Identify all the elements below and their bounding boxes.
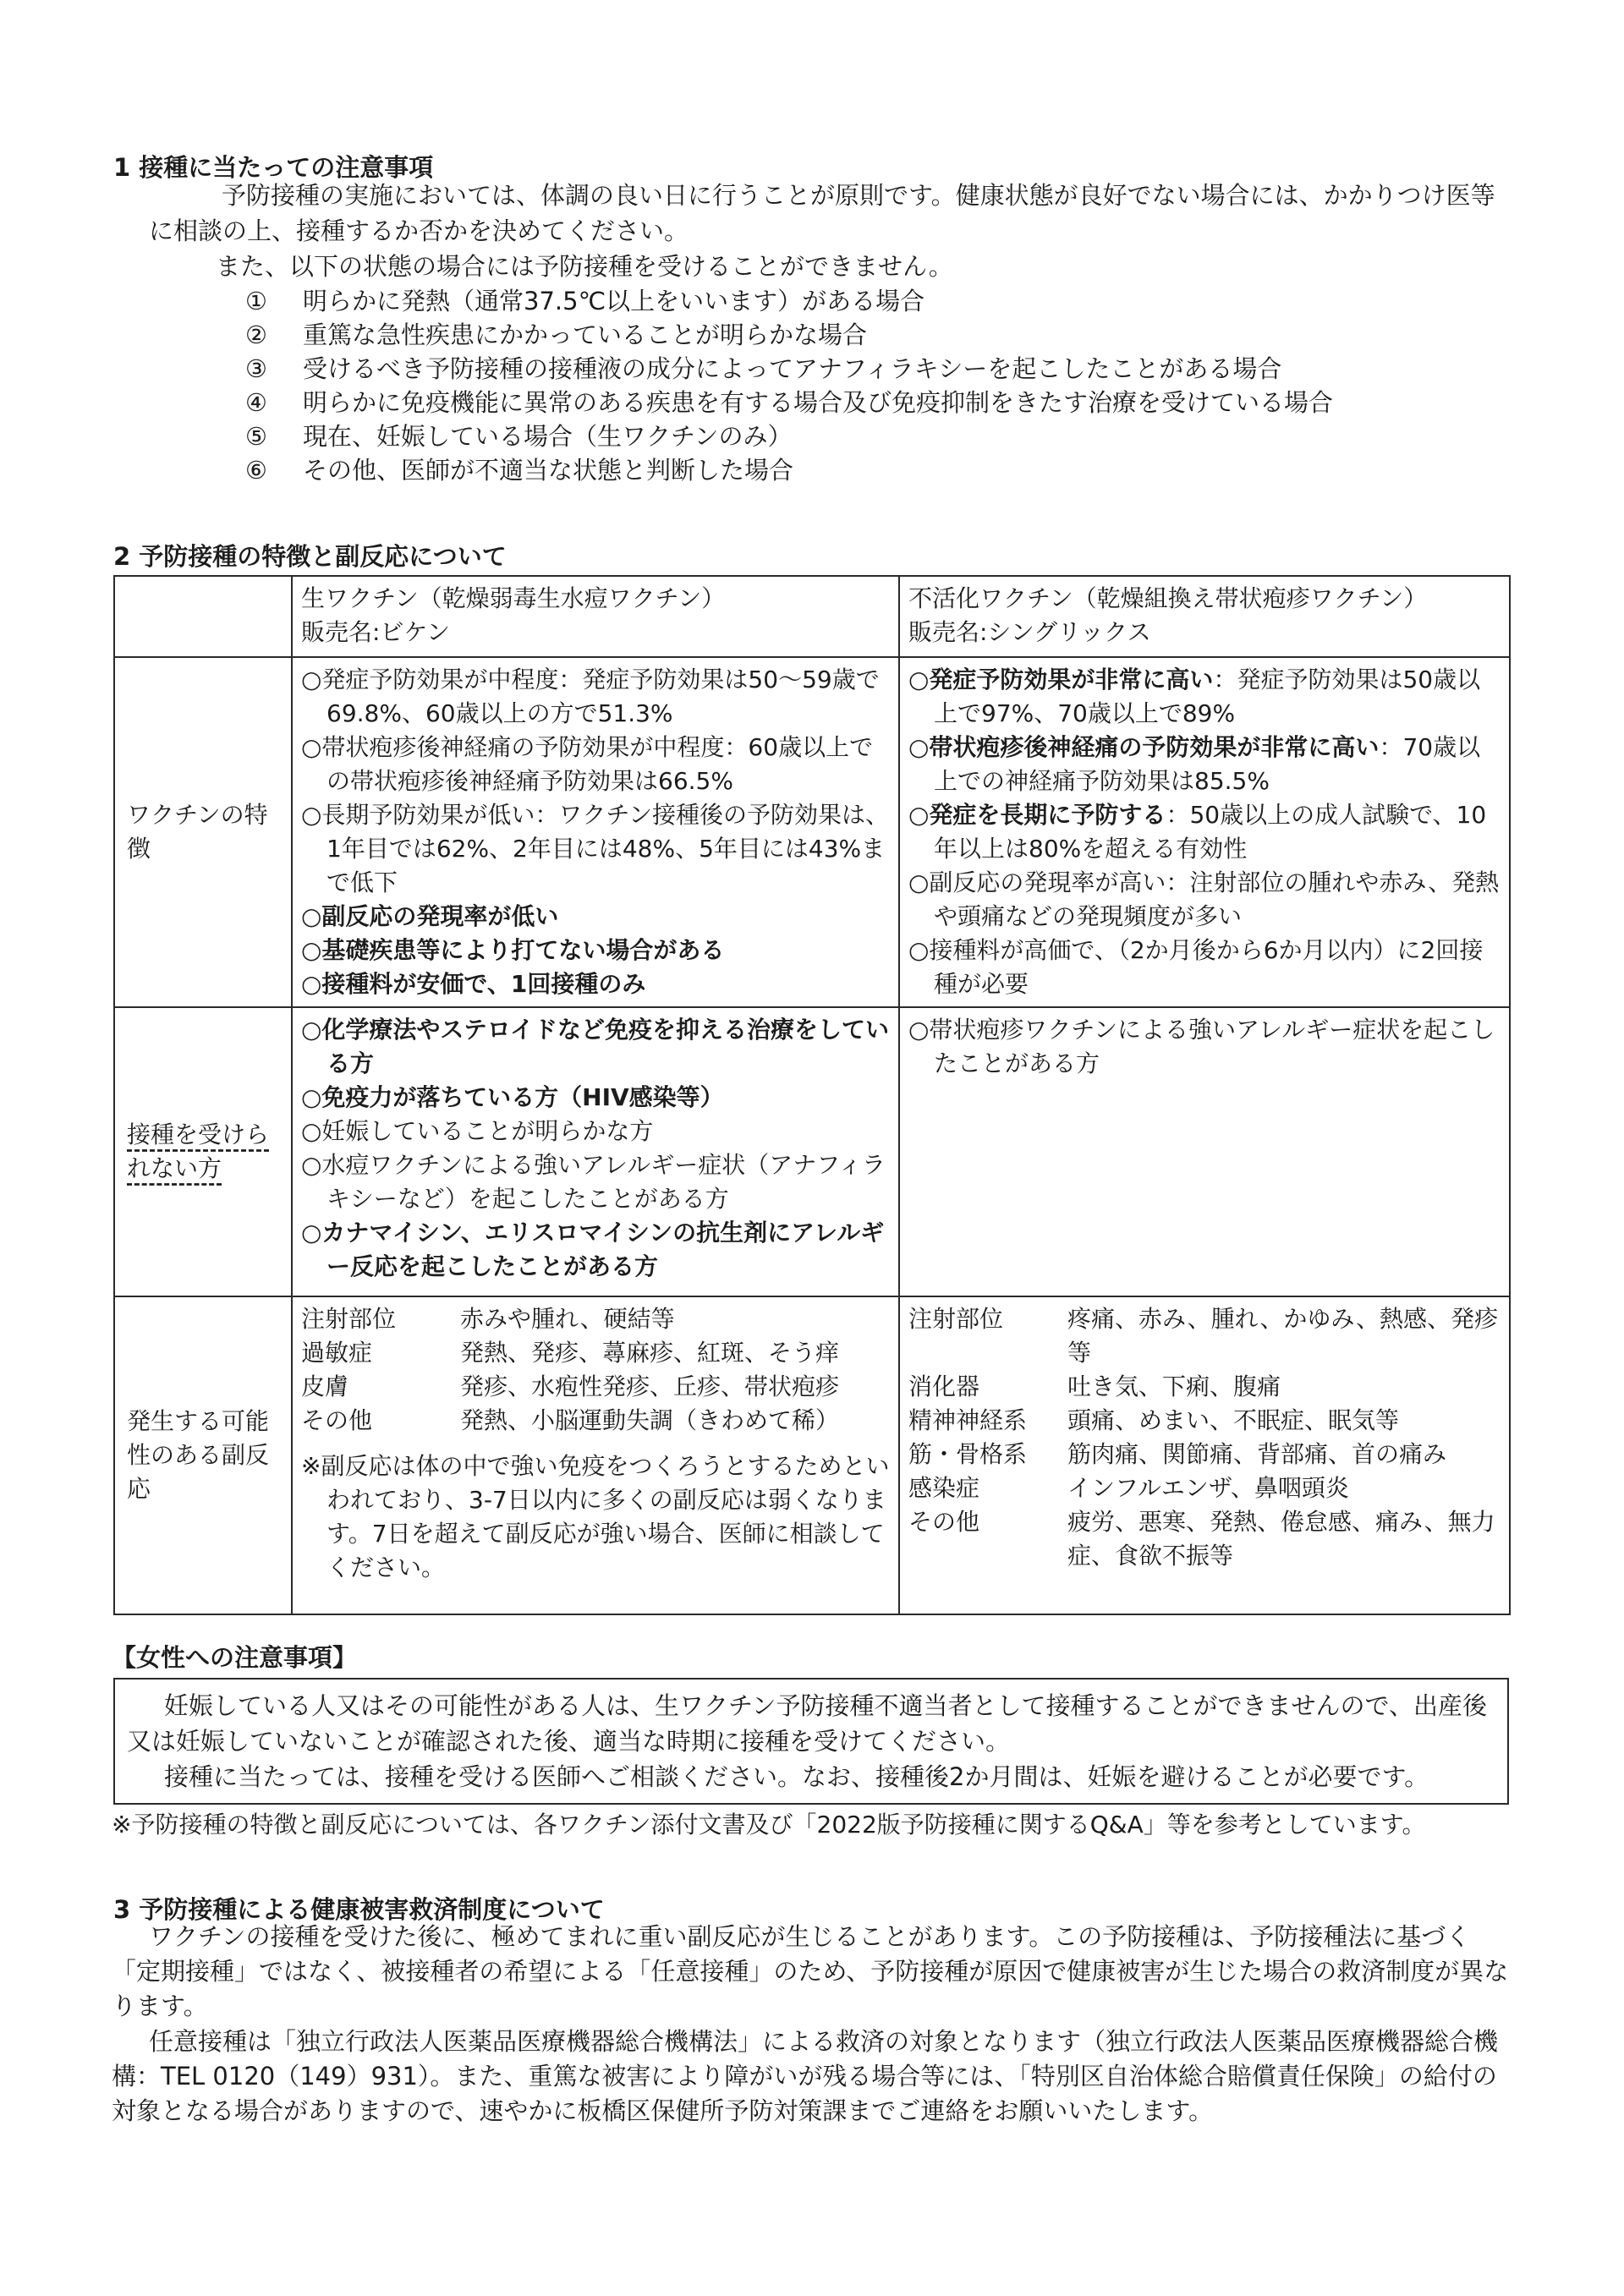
side-effect-row: 過敏症 発熱、発疹、蕁麻疹、紅斑、そう痒 [301,1339,840,1367]
live-side-effects-cell [292,1296,899,1614]
side-effect-row: 皮膚 発疹、水疱性発疹、丘疹、帯状疱疹 [301,1373,840,1400]
conditions-list [245,284,1333,487]
women-notice-box [113,1678,1509,1805]
list-item: ○基礎疾患等により打てない場合がある [301,936,725,964]
reference-footnote: ※予防接種の特徴と副反応については、各ワクチン添付文書及び「2022版予防接種に関するQ&A」等を参考としています。 [112,1811,1426,1838]
table-row-side-effects [114,1296,1510,1614]
header-inactivated-vaccine [899,576,1510,657]
section3-paragraph2: 任意接種は「独立行政法人医薬品医療機器総合機構法」による救済の対象となります（独立行政法人医薬品医療機器総合機構：TEL 0120（149）931）。また、重篤な被害により障がいが残る場合等には、「特別区自治体総合賠償責任保険」の給付の対象となる場合がありますので、速やかに板橋区保健所予防対策課までご連絡をお願いいたします。 [112,2027,1499,2125]
side-effect-row: 消化器 吐き気、下痢、腹痛 [908,1373,1281,1400]
list-item: ○化学療法やステロイドなど免疫を抑える治療をしている方 [301,1016,890,1077]
row-header-side-effects: 発生する可能性のある副反応 [114,1296,292,1614]
women-notice-title: 【女性への注意事項】 [112,1643,358,1672]
inactivated-vaccine-name: 不活化ワクチン（乾燥組換え帯状疱疹ワクチン） [908,584,1428,612]
side-effect-row: 注射部位 赤みや腫れ、硬結等 [301,1305,675,1333]
inactivated-side-effects-cell [899,1296,1510,1614]
side-effect-row: その他 疲労、悪寒、発熱、倦怠感、痛み、無力症、食欲不振等 [908,1508,1495,1570]
list-item: ○接種料が高価で、（2か月後から6か月以内）に2回接種が必要 [908,936,1484,998]
live-features-cell [292,657,899,1007]
side-effect-row: 注射部位 疼痛、赤み、腫れ、かゆみ、熱感、発疹等 [908,1305,1499,1367]
women-notice-paragraph2: 接種に当たっては、接種を受ける医師へご相談ください。なお、接種後2か月間は、妊娠を避けることが必要です。 [164,1762,1429,1791]
list-item: ○長期予防効果が低い：ワクチン接種後の予防効果は、1年目では62%、2年目には48%、5年目には43%まで低下 [301,801,890,896]
live-side-effects-list [301,1302,890,1438]
table-header-row [114,576,1510,657]
list-item: ○カナマイシン、エリスロマイシンの抗生剤にアレルギー反応を起こしたことがある方 [301,1219,885,1280]
list-item: ○帯状疱疹後神経痛の予防効果が非常に高い：70歳以上での神経痛予防効果は85.5% [908,733,1481,795]
list-item: ○副反応の発現率が高い：注射部位の腫れや赤み、発熱や頭痛などの発現頻度が多い [908,869,1500,930]
row-header-features: ワクチンの特徴 [114,657,292,1007]
header-empty-cell [114,576,292,657]
list-item: ○接種料が安価で、1回接種のみ [301,970,646,998]
row-header-cannot-receive: 接種を受けられない方 [114,1007,292,1296]
side-effect-row: その他 発熱、小脳運動失調（きわめて稀） [301,1406,840,1434]
list-item: ○水痘ワクチンによる強いアレルギー症状（アナフィラキシーなど）を起こしたことがある方 [301,1151,886,1213]
side-effect-row: 筋・骨格系 筋肉痛、関節痛、背部痛、首の痛み [908,1440,1447,1468]
table-row-features [114,657,1510,1007]
side-effect-note: ※副反応は体の中で強い免疫をつくろうとするためといわれており、3-7日以内に多くの副反応は弱くなります。7日を超えて副反応が強い場合、医師に相談してください。 [301,1452,890,1581]
condition-item: ② 重篤な急性疾患にかかっていることが明らかな場合 [245,321,868,349]
section3-paragraph1: ワクチンの接種を受けた後に、極めてまれに重い副反応が生じることがあります。この予防接種は、予防接種法に基づく「定期接種」ではなく、被接種者の希望による「任意接種」のため、予防接種が原因で健康被害が生じた場合の救済制度が異なります。 [112,1922,1509,2020]
inactivated-vaccine-seller: 販売名:シングリックス [908,618,1151,646]
header-live-vaccine [292,576,899,657]
condition-item: ① 明らかに発熱（通常37.5℃以上をいいます）がある場合 [245,287,925,315]
side-effect-row: 精神神経系 頭痛、めまい、不眠症、眠気等 [908,1406,1400,1434]
live-vaccine-name: 生ワクチン（乾燥弱毒生水痘ワクチン） [301,584,726,612]
list-item: ○免疫力が落ちている方（HIV感染等） [301,1083,724,1111]
condition-item: ④ 明らかに免疫機能に異常のある疾患を有する場合及び免疫抑制をきたす治療を受けている場合 [245,388,1334,417]
live-vaccine-seller: 販売名:ビケン [301,618,451,646]
list-item: ○妊娠していることが明らかな方 [301,1117,654,1145]
condition-item: ⑤ 現在、妊娠している場合（生ワクチンのみ） [245,422,793,451]
list-item: ○帯状疱疹ワクチンによる強いアレルギー症状を起こしたことがある方 [908,1016,1495,1077]
list-item: ○発症予防効果が中程度：発症予防効果は50～59歳で69.8%、60歳以上の方で51.3% [301,666,880,727]
section1-paragraph1: 予防接種の実施においては、体調の良い日に行うことが原則です。健康状態が良好でない場合には、かかりつけ医等に相談の上、接種するか否かを決めてください。 [149,181,1495,245]
inactivated-cannot-cell [899,1007,1510,1296]
list-item: ○帯状疱疹後神経痛の予防効果が中程度：60歳以上での帯状疱疹後神経痛予防効果は66.5% [301,733,874,795]
section1-paragraph2: また、以下の状態の場合には予防接種を受けることができません。 [216,252,953,281]
vaccine-comparison-table [113,575,1511,1615]
women-notice-paragraph1: 妊娠している人又はその可能性がある人は、生ワクチン予防接種不適当者として接種することができませんので、出産後又は妊娠していないことが確認された後、適当な時期に接種を受けてください。 [127,1691,1487,1756]
list-item: ○発症を長期に予防する：50歳以上の成人試験で、10年以上は80%を超える有効性 [908,801,1487,863]
list-item: ○副反応の発現率が低い [301,902,559,930]
side-effect-row: 感染症 インフルエンザ、鼻咽頭炎 [908,1474,1349,1502]
list-item: ○発症予防効果が非常に高い：発症予防効果は50歳以上で97%、70歳以上で89% [908,666,1481,727]
section3-title: 3 予防接種による健康被害救済制度について [113,1895,605,1924]
table-row-cannot-receive [114,1007,1510,1296]
condition-item: ⑥ その他、医師が不適当な状態と判断した場合 [245,456,794,485]
inactivated-features-cell [899,657,1510,1007]
inactivated-side-effects-list [908,1302,1501,1573]
condition-item: ③ 受けるべき予防接種の接種液の成分によってアナフィラキシーを起こしたことがある場合 [245,354,1282,383]
live-cannot-cell [292,1007,899,1296]
section1-title: 1 接種に当たっての注意事項 [113,153,434,182]
section2-title: 2 予防接種の特徴と副反応について [113,542,507,571]
